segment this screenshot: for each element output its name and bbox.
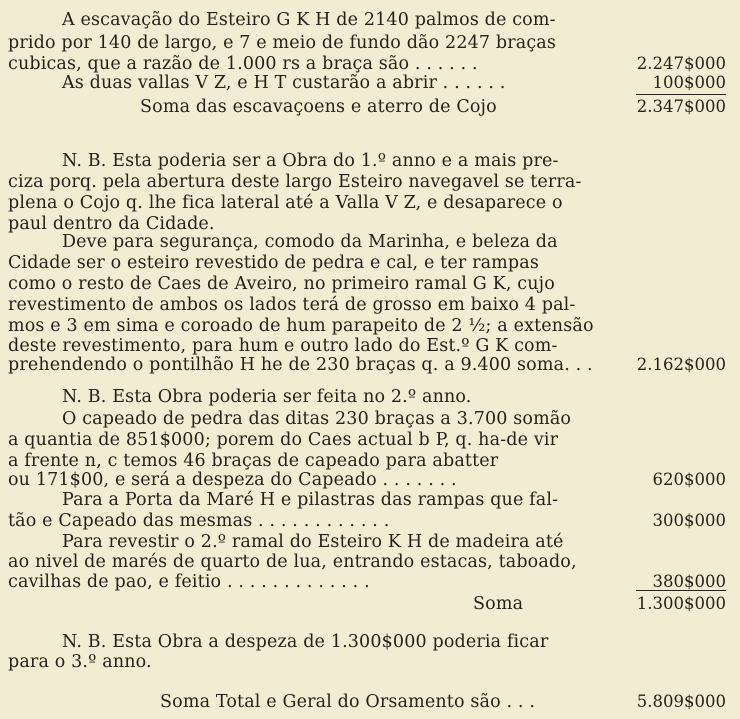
amount-porta: 300$000 <box>652 511 726 530</box>
line-text: O capeado de pedra das ditas 230 braças a 3.700 somão <box>62 409 572 429</box>
sum-line <box>0 95 740 119</box>
amount-revestimento: 2.162$000 <box>636 355 726 374</box>
amount-vallas: 100$000 <box>652 73 726 92</box>
line-text: como o resto de Caes de Aveiro, no primeiro ramal G K, cujo <box>8 274 555 294</box>
line-text: para o 3.º anno. <box>8 652 152 672</box>
text-line <box>0 385 740 409</box>
total-amount: 5.809$000 <box>636 692 726 711</box>
sum-rule <box>636 590 726 591</box>
line-text: N. B. Esta Obra a despeza de 1.300$000 poderia ficar <box>62 632 549 652</box>
sum-amount: 1.300$000 <box>636 594 726 613</box>
line-text: N. B. Esta poderia ser a Obra do 1.º anno e a mais pre- <box>62 151 559 171</box>
text-line <box>0 71 740 95</box>
line-text: A escavação do Esteiro G K H de 2140 palmos de com- <box>62 10 556 30</box>
total-label: Soma Total e Geral do Orsamento são . . . <box>160 692 536 712</box>
line-text: Para a Porta da Maré H e pilastras das rampas que fal- <box>62 490 559 510</box>
line-text: revestimento de ambos os lados terá de grosso em baixo 4 pal- <box>8 295 576 315</box>
text-line <box>0 570 740 594</box>
line-text: ao nivel de marés de quarto de lua, entrando estacas, taboado, <box>8 552 577 572</box>
amount-escavacao: 2.247$000 <box>636 54 726 73</box>
text-line <box>0 353 740 377</box>
sum-amount: 2.347$000 <box>636 97 726 116</box>
sum-label: Soma das escavaçoens e aterro de Cojo <box>140 97 497 117</box>
amount-capeado: 620$000 <box>652 470 726 489</box>
line-text: a quantia de 851$000; porem do Caes actual b P, q. ha-de vir <box>8 430 559 450</box>
line-text: Cidade ser o esteiro revestido de pedra e cal, e ter rampas <box>8 253 539 273</box>
line-text: ciza porq. pela abertura deste largo Esteiro navegavel se terra- <box>8 172 582 192</box>
line-text: Deve para segurança, comodo da Marinha, e beleza da <box>62 232 558 252</box>
amount-madeira: 380$000 <box>652 572 726 591</box>
line-text: mos e 3 em sima e coroado de hum parapeito de 2 ½; a extensão <box>8 316 594 336</box>
line-text: paul dentro da Cidade. <box>8 214 215 234</box>
line-text: a frente n, c temos 46 braças de capeado para abatter <box>8 451 499 471</box>
line-text: prido por 140 de largo, e 7 e meio de fundo dão 2247 braças <box>8 33 556 53</box>
line-text: prehendendo o pontilhão H he de 230 braças q. a 9.400 soma. . . <box>8 355 593 375</box>
total-line <box>0 690 740 714</box>
line-text: Para revestir o 2.º ramal do Esteiro K H de madeira até <box>62 532 564 552</box>
line-text: ou 171$00, e será a despeza do Capeado . . . . . . . <box>8 470 457 490</box>
line-text: tão e Capeado das mesmas . . . . . . . . . . . . <box>8 511 390 531</box>
sum-line <box>0 592 740 616</box>
line-text: As duas vallas V Z, e H T custarão a abrir . . . . . . <box>62 73 506 93</box>
line-text: plena o Cojo q. lhe fica lateral até a Valla V Z, e desaparece o <box>8 193 563 213</box>
text-line <box>0 650 740 674</box>
line-text: deste revestimento, para hum e outro lado do Est.º G K com- <box>8 336 558 356</box>
sum-label: Soma <box>473 594 524 614</box>
text-line <box>0 8 740 32</box>
line-text: N. B. Esta Obra poderia ser feita no 2.º anno. <box>62 387 472 407</box>
line-text: cubicas, que a razão de 1.000 rs a braça são . . . . . . <box>8 54 478 74</box>
line-text: cavilhas de pao, e feitio . . . . . . . . . . . . . <box>8 572 370 592</box>
